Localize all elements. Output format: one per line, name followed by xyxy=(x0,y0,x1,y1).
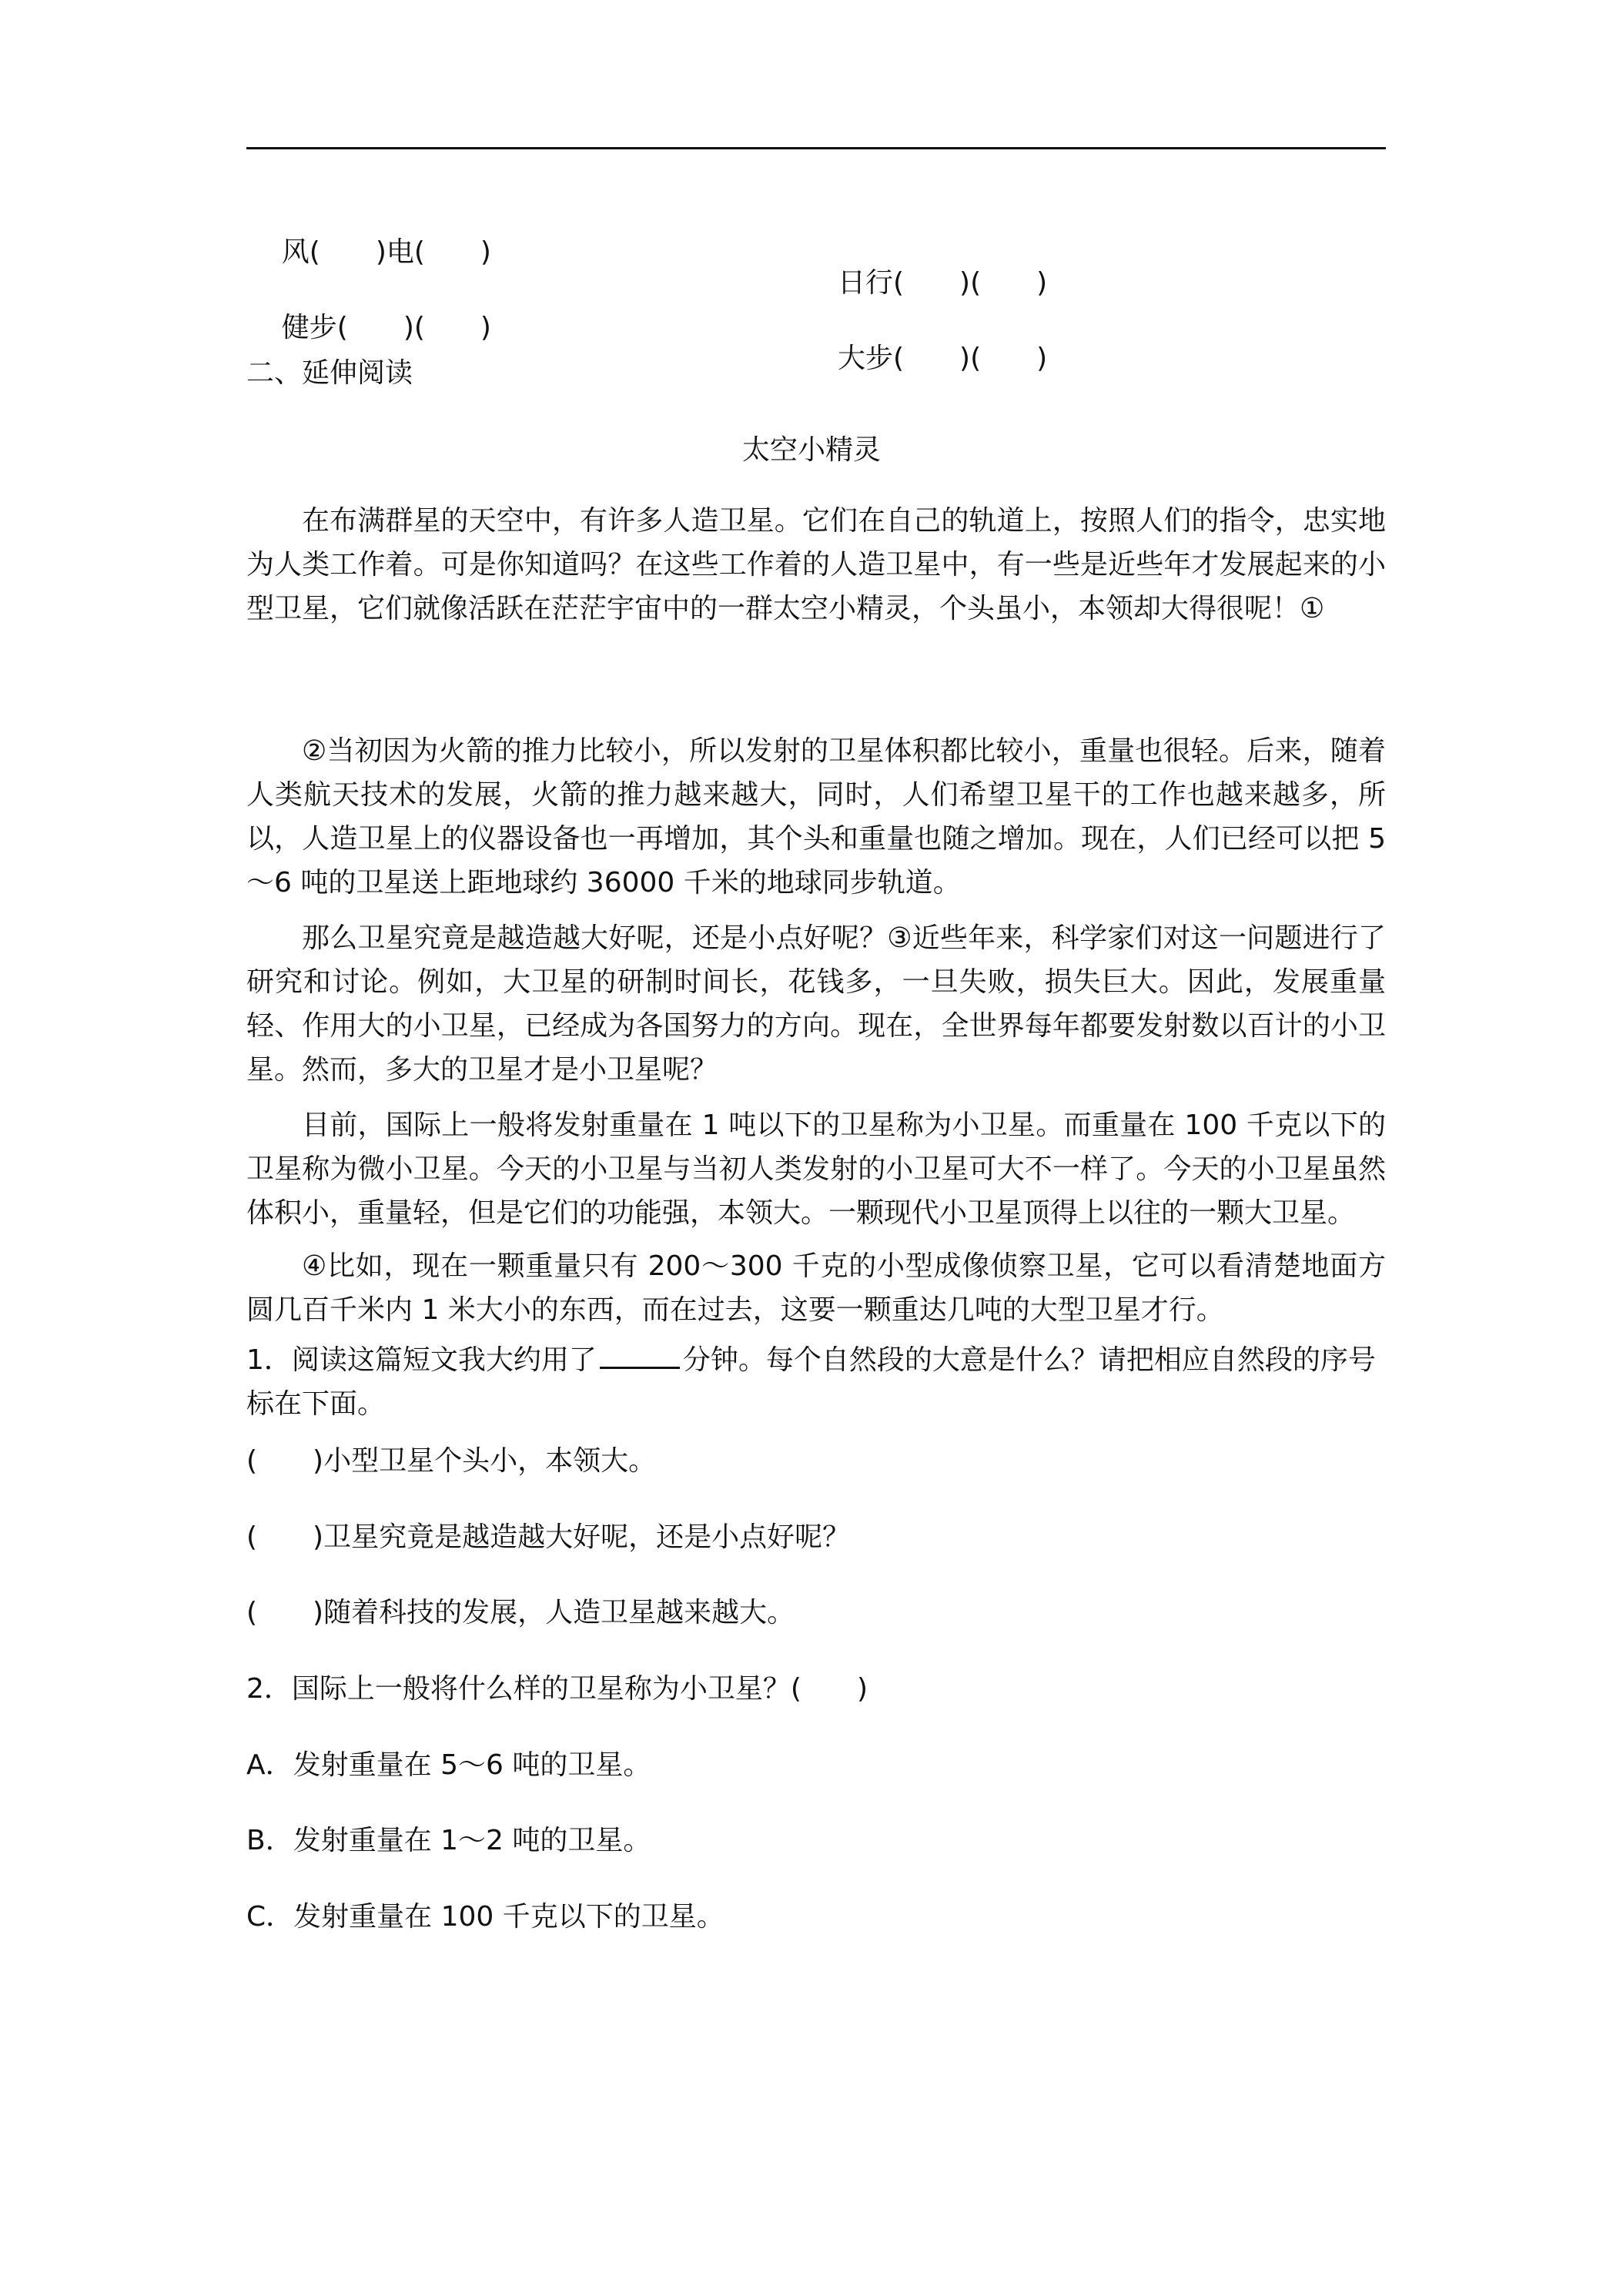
exercise-item: 风( )电( ) xyxy=(281,236,491,268)
passage-paragraph-3: 那么卫星究竟是越造越大好呢，还是小点好呢？③近些年来，科学家们对这一问题进行了研究和讨论。例如，大卫星的研制时间长，花钱多，一旦失败，损失巨大。因此，发展重量轻、作用大的小卫星，已经成为各国努力的方向。现在，全世界每年都要发射数以百计的小卫星。然而，多大的卫星才是小卫星呢？ xyxy=(246,922,1386,1086)
question-1 xyxy=(246,1338,1386,1426)
section-heading: 二、延伸阅读 xyxy=(246,357,413,389)
question-2: 2．国际上一般将什么样的卫星称为小卫星？( ) xyxy=(246,1673,868,1705)
header-rule xyxy=(246,147,1386,149)
q2-option-b: B．发射重量在 1～2 吨的卫星。 xyxy=(246,1825,651,1856)
q2-option-a: A．发射重量在 5～6 吨的卫星。 xyxy=(246,1749,651,1781)
question-1-text-cont: 分钟。每个自然段的大意是什么？请把相应自然段的序号标在下面。 xyxy=(246,1344,1376,1420)
q2-option-c: C．发射重量在 100 千克以下的卫星。 xyxy=(246,1901,724,1933)
passage-paragraph-2: ②当初因为火箭的推力比较小，所以发射的卫星体积都比较小，重量也很轻。后来，随着人类航天技术的发展，火箭的推力越来越大，同时，人们希望卫星干的工作也越来越多，所以，人造卫星上的仪器设备也一再增加，其个头和重量也随之增加。现在，人们已经可以把 5～6 吨的卫星送上距地球约 36000 千米的地球同步轨道。 xyxy=(246,735,1386,899)
answer-blank[interactable] xyxy=(600,1342,680,1369)
q1-item: ( )小型卫星个头小，本领大。 xyxy=(246,1445,657,1477)
exercise-item: 日行( )( ) xyxy=(838,267,1048,299)
passage-paragraph-1: 在布满群星的天空中，有许多人造卫星。它们在自己的轨道上，按照人们的指令，忠实地为人类工作着。可是你知道吗？在这些工作着的人造卫星中，有一些是近些年才发展起来的小型卫星，它们就像活跃在茫茫宇宙中的一群太空小精灵，个头虽小，本领却大得很呢！① xyxy=(246,505,1386,624)
passage-paragraph-5: ④比如，现在一颗重量只有 200～300 千克的小型成像侦察卫星，它可以看清楚地面方圆几百千米内 1 米大小的东西，而在过去，这要一颗重达几吨的大型卫星才行。 xyxy=(246,1250,1386,1326)
q1-item: ( )卫星究竟是越造越大好呢，还是小点好呢？ xyxy=(246,1521,851,1553)
passage-paragraph-4: 目前，国际上一般将发射重量在 1 吨以下的卫星称为小卫星。而重量在 100 千克以下的卫星称为微小卫星。今天的小卫星与当初人类发射的小卫星可大不一样了。今天的小卫星虽然体积小，重量轻，但是它们的功能强，本领大。一颗现代小卫星顶得上以往的一颗大卫星。 xyxy=(246,1110,1386,1229)
q1-item: ( )随着科技的发展，人造卫星越来越大。 xyxy=(246,1597,795,1628)
exercise-item: 健步( )( ) xyxy=(281,312,491,343)
exercise-item: 大步( )( ) xyxy=(838,343,1048,374)
passage-title: 太空小精灵 xyxy=(741,434,881,466)
question-1-text: 1．阅读这篇短文我大约用了 xyxy=(246,1344,597,1376)
